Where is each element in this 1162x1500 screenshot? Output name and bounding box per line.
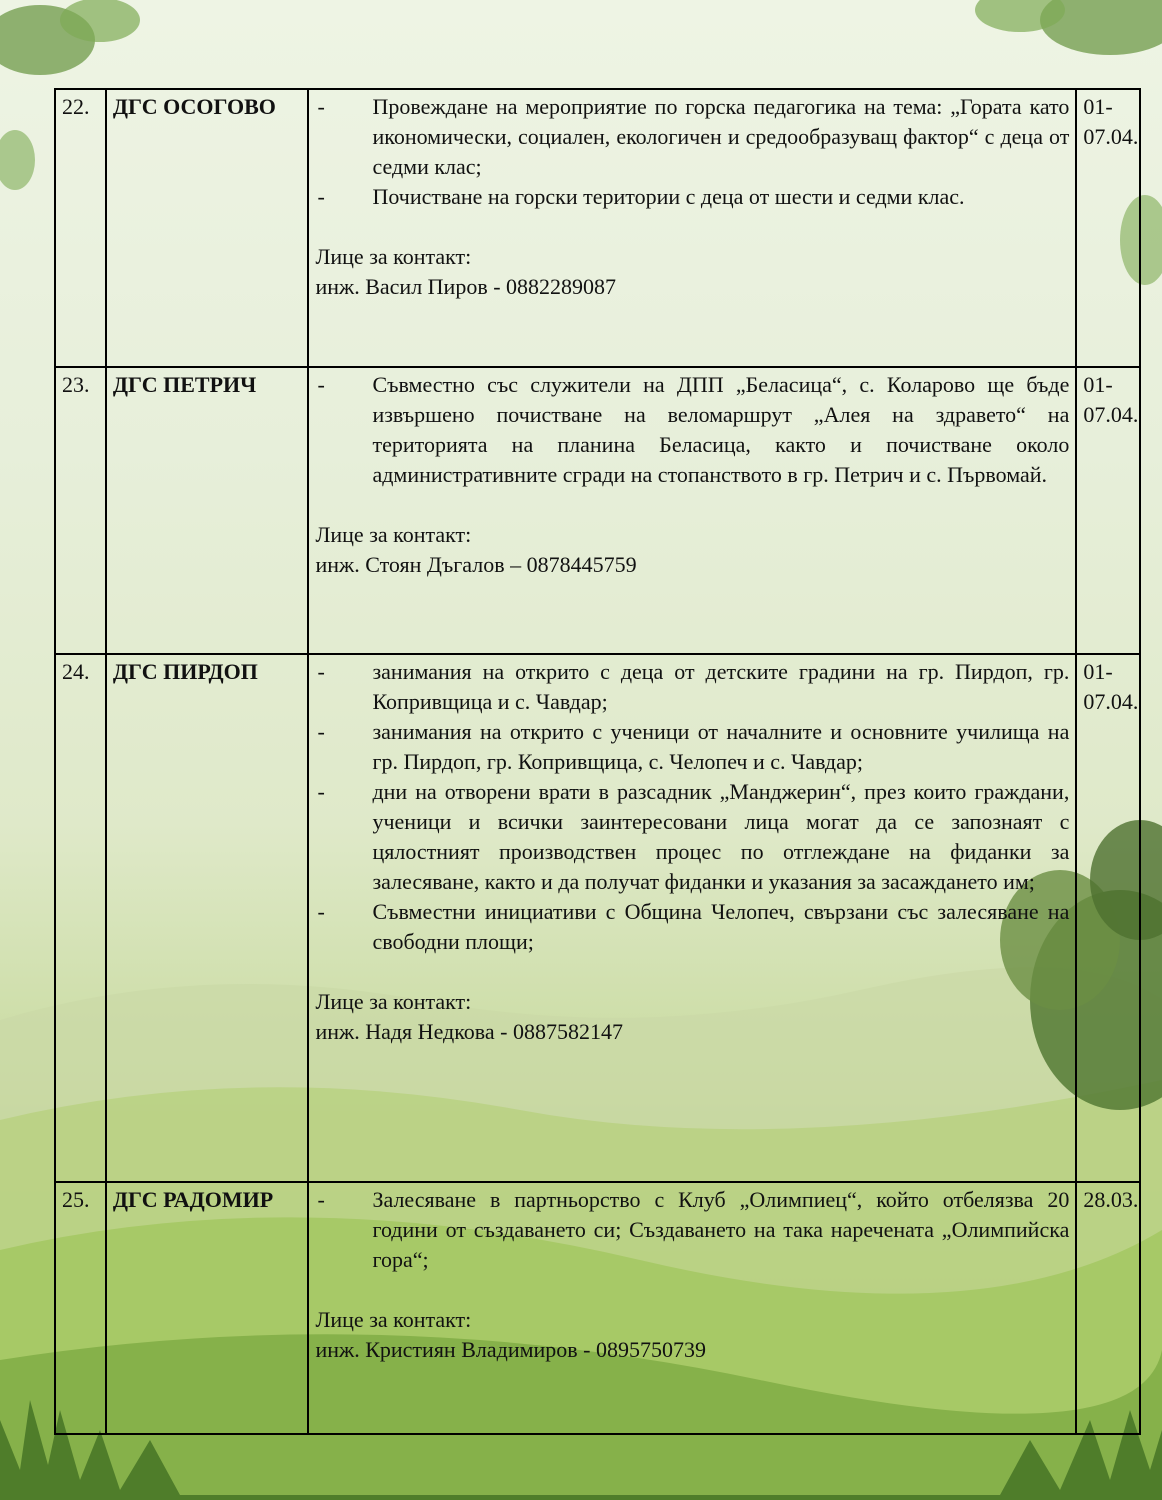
date-cell: 01-07.04.	[1076, 89, 1140, 367]
contact-person: инж. Васил Пиров - 0882289087	[315, 274, 617, 299]
contact-label: Лице за контакт:	[315, 244, 472, 269]
dash-marker: -	[317, 94, 325, 119]
contact-block	[315, 1305, 1069, 1365]
activity-item: - Залесяване в партньорство с Клуб „Олимпиец“, който отбелязва 20 години от създаването си; Създаването на така наречената „Олимпийска гора“;	[317, 1187, 1070, 1272]
dash-marker: -	[317, 659, 325, 684]
organization-name: ДГС ПИРДОП	[106, 654, 309, 1182]
activity-item: - занимания на открито с ученици от началните и основните училища на гр. Пирдоп, гр. Копривщица, с. Челопеч и с. Чавдар;	[317, 719, 1070, 774]
dash-marker: -	[317, 719, 325, 744]
row-number: 22.	[55, 89, 106, 367]
contact-person: инж. Кристиян Владимиров - 0895750739	[315, 1337, 707, 1362]
contact-label: Лице за контакт:	[315, 989, 472, 1014]
organization-name: ДГС РАДОМИР	[106, 1182, 309, 1434]
table-row	[55, 367, 1140, 654]
dash-marker: -	[317, 1187, 325, 1212]
organization-name: ДГС ОСОГОВО	[106, 89, 309, 367]
organization-name: ДГС ПЕТРИЧ	[106, 367, 309, 654]
activity-item: - дни на отворени врати в разсадник „Манджерин“, през които граждани, ученици и всички заинтересовани лица могат да се запознаят с цялостният производствен процес по отглеждане на фиданки за залесяване, както и да получат фиданки и указания за засаждането им;	[317, 779, 1070, 894]
date-cell: 01-07.04.	[1076, 367, 1140, 654]
activities-cell	[308, 89, 1076, 367]
contact-block	[315, 520, 1069, 580]
dash-marker: -	[317, 779, 325, 804]
activity-item: - Почистване на горски територии с деца от шести и седми клас.	[315, 182, 1069, 212]
activities-cell	[308, 367, 1076, 654]
dash-marker: -	[317, 372, 325, 397]
activity-item: - Съвместни инициативи с Община Челопеч, свързани със залесяване на свободни площи;	[317, 899, 1070, 954]
row-number: 24.	[55, 654, 106, 1182]
table-row	[55, 89, 1140, 367]
contact-person: инж. Стоян Дъгалов – 0878445759	[315, 552, 637, 577]
dash-marker: -	[317, 184, 325, 209]
contact-block	[315, 242, 1069, 302]
table-row	[55, 654, 1140, 1182]
activities-cell	[308, 1182, 1076, 1434]
contact-person: инж. Надя Недкова - 0887582147	[315, 1019, 623, 1044]
activity-item: - Съвместно със служители на ДПП „Беласица“, с. Коларово ще бъде извършено почистване на веломаршрут „Алея на здравето“ на територията на планина Беласица, както и почистване около административните сгради на стопанството в гр. Петрич и с. Първомай.	[317, 372, 1070, 487]
table-row	[55, 1182, 1140, 1434]
contact-label: Лице за контакт:	[315, 522, 472, 547]
row-number: 25.	[55, 1182, 106, 1434]
dash-marker: -	[317, 899, 325, 924]
activity-item: - Провеждане на мероприятие по горска педагогика на тема: „Гората като икономически, социален, екологичен и средообразуващ фактор“ с деца от седми клас;	[317, 94, 1070, 179]
events-table	[54, 88, 1141, 1435]
contact-block	[315, 987, 1069, 1047]
row-number: 23.	[55, 367, 106, 654]
activity-item: - занимания на открито с деца от детските градини на гр. Пирдоп, гр. Копривщица и с. Чавдар;	[317, 659, 1070, 714]
date-cell: 28.03.	[1076, 1182, 1140, 1434]
activities-cell	[308, 654, 1076, 1182]
contact-label: Лице за контакт:	[315, 1307, 472, 1332]
date-cell: 01-07.04.	[1076, 654, 1140, 1182]
